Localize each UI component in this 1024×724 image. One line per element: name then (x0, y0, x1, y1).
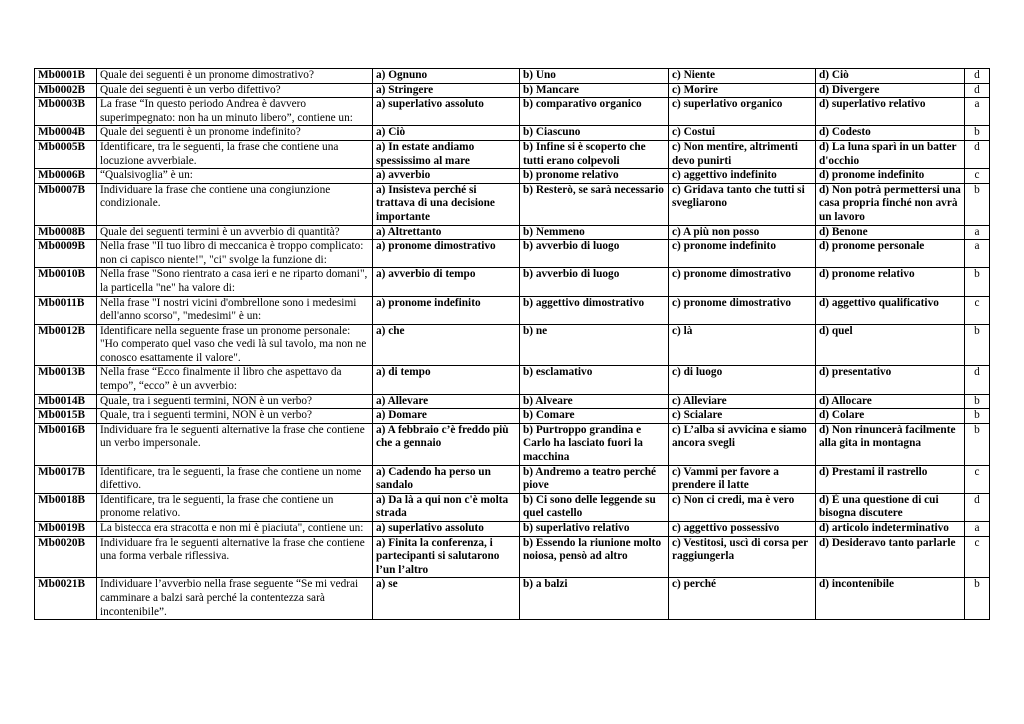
answer-c: c) Morire (669, 83, 816, 98)
question-code: Mb0009B (35, 240, 97, 268)
correct-answer-key: d (965, 140, 990, 168)
answer-b: b) Infine si è scoperto che tutti erano colpevoli (520, 140, 669, 168)
answer-a: a) se (373, 578, 520, 620)
answer-b: b) avverbio di luogo (520, 240, 669, 268)
answer-b: b) Mancare (520, 83, 669, 98)
table-row (35, 98, 990, 126)
answer-d: d) Colare (816, 409, 965, 424)
answer-d: d) Codesto (816, 126, 965, 141)
answer-d: d) Non potrà permettersi una casa propria finché non avrà un lavoro (816, 183, 965, 225)
answer-a: a) Insisteva perché si trattava di una decisione importante (373, 183, 520, 225)
answer-d: d) Non rinuncerà facilmente alla gita in montagna (816, 423, 965, 465)
question-text: La frase “In questo periodo Andrea è davvero superimpegnato: non ha un minuto libero”, contiene un: (97, 98, 373, 126)
answer-d: d) superlativo relativo (816, 98, 965, 126)
answer-b: b) Nemmeno (520, 225, 669, 240)
question-text: Quale, tra i seguenti termini, NON è un verbo? (97, 409, 373, 424)
answer-a: a) avverbio di tempo (373, 268, 520, 296)
correct-answer-key: b (965, 324, 990, 366)
answer-c: c) là (669, 324, 816, 366)
correct-answer-key: b (965, 423, 990, 465)
answer-a: a) superlativo assoluto (373, 522, 520, 537)
correct-answer-key: c (965, 296, 990, 324)
question-code: Mb0021B (35, 578, 97, 620)
answer-d: d) Ciò (816, 69, 965, 84)
answer-b: b) Ciascuno (520, 126, 669, 141)
answer-b: b) esclamativo (520, 366, 669, 394)
answer-c: c) Non mentire, altrimenti devo punirti (669, 140, 816, 168)
answer-a: a) Ognuno (373, 69, 520, 84)
answer-c: c) pronome indefinito (669, 240, 816, 268)
question-text: Quale dei seguenti è un pronome dimostrativo? (97, 69, 373, 84)
answer-d: d) È una questione di cui bisogna discutere (816, 493, 965, 521)
question-code: Mb0016B (35, 423, 97, 465)
answer-c: c) Gridava tanto che tutti si svegliarono (669, 183, 816, 225)
correct-answer-key: b (965, 183, 990, 225)
question-code: Mb0015B (35, 409, 97, 424)
answer-b: b) comparativo organico (520, 98, 669, 126)
question-code: Mb0010B (35, 268, 97, 296)
answer-c: c) L’alba si avvicina e siamo ancora svegli (669, 423, 816, 465)
answer-c: c) Alleviare (669, 394, 816, 409)
answer-d: d) pronome indefinito (816, 169, 965, 184)
correct-answer-key: b (965, 409, 990, 424)
correct-answer-key: d (965, 493, 990, 521)
quiz-table (34, 68, 990, 620)
answer-d: d) incontenibile (816, 578, 965, 620)
question-text: Nella frase "Sono rientrato a casa ieri e ne riparto domani", la particella "ne" ha valore di: (97, 268, 373, 296)
question-code: Mb0020B (35, 536, 97, 578)
answer-a: a) Finita la conferenza, i partecipanti si salutarono l’un l’altro (373, 536, 520, 578)
answer-c: c) Scialare (669, 409, 816, 424)
question-text: Nella frase "I nostri vicini d'ombrellone sono i medesimi dell'anno scorso", "medesimi" è un: (97, 296, 373, 324)
question-text: Identificare, tra le seguenti, la frase che contiene un pronome relativo. (97, 493, 373, 521)
question-text: Quale dei seguenti è un pronome indefinito? (97, 126, 373, 141)
question-text: Quale, tra i seguenti termini, NON è un verbo? (97, 394, 373, 409)
table-row (35, 409, 990, 424)
answer-c: c) superlativo organico (669, 98, 816, 126)
answer-a: a) Stringere (373, 83, 520, 98)
answer-a: a) Cadendo ha perso un sandalo (373, 465, 520, 493)
answer-a: a) Ciò (373, 126, 520, 141)
answer-b: b) avverbio di luogo (520, 268, 669, 296)
answer-a: a) avverbio (373, 169, 520, 184)
answer-d: d) Divergere (816, 83, 965, 98)
answer-b: b) Andremo a teatro perché piove (520, 465, 669, 493)
correct-answer-key: b (965, 268, 990, 296)
table-row (35, 423, 990, 465)
answer-a: a) Da là a qui non c'è molta strada (373, 493, 520, 521)
answer-d: d) pronome personale (816, 240, 965, 268)
answer-c: c) pronome dimostrativo (669, 268, 816, 296)
question-code: Mb0008B (35, 225, 97, 240)
question-text: Quale dei seguenti termini è un avverbio di quantità? (97, 225, 373, 240)
answer-b: b) Uno (520, 69, 669, 84)
correct-answer-key: b (965, 578, 990, 620)
question-code: Mb0019B (35, 522, 97, 537)
question-text: “Qualsivoglia” è un: (97, 169, 373, 184)
answer-b: b) pronome relativo (520, 169, 669, 184)
table-row (35, 465, 990, 493)
question-code: Mb0003B (35, 98, 97, 126)
answer-c: c) aggettivo indefinito (669, 169, 816, 184)
answer-d: d) Benone (816, 225, 965, 240)
table-row (35, 296, 990, 324)
answer-c: c) Niente (669, 69, 816, 84)
table-row (35, 83, 990, 98)
answer-d: d) La luna sparì in un batter d'occhio (816, 140, 965, 168)
table-row (35, 126, 990, 141)
question-code: Mb0018B (35, 493, 97, 521)
question-text: Individuare fra le seguenti alternative la frase che contiene un verbo impersonale. (97, 423, 373, 465)
answer-c: c) Costui (669, 126, 816, 141)
table-row (35, 366, 990, 394)
answer-b: b) Resterò, se sarà necessario (520, 183, 669, 225)
answer-b: b) Comare (520, 409, 669, 424)
question-text: Identificare, tra le seguenti, la frase che contiene una locuzione avverbiale. (97, 140, 373, 168)
correct-answer-key: a (965, 240, 990, 268)
answer-a: a) pronome indefinito (373, 296, 520, 324)
table-row (35, 522, 990, 537)
table-row (35, 536, 990, 578)
correct-answer-key: a (965, 225, 990, 240)
answer-b: b) aggettivo dimostrativo (520, 296, 669, 324)
question-code: Mb0001B (35, 69, 97, 84)
answer-d: d) presentativo (816, 366, 965, 394)
correct-answer-key: a (965, 522, 990, 537)
answer-c: c) Vestitosi, uscì di corsa per raggiungerla (669, 536, 816, 578)
question-text: Identificare nella seguente frase un pronome personale: "Ho comperato quel vaso che vedi là sul tavolo, ma non ne conosco esattamente il valore". (97, 324, 373, 366)
correct-answer-key: c (965, 465, 990, 493)
question-code: Mb0014B (35, 394, 97, 409)
question-code: Mb0011B (35, 296, 97, 324)
question-code: Mb0017B (35, 465, 97, 493)
answer-c: c) pronome dimostrativo (669, 296, 816, 324)
table-row (35, 140, 990, 168)
answer-c: c) perché (669, 578, 816, 620)
answer-c: c) di luogo (669, 366, 816, 394)
question-code: Mb0004B (35, 126, 97, 141)
correct-answer-key: a (965, 98, 990, 126)
correct-answer-key: c (965, 536, 990, 578)
question-code: Mb0007B (35, 183, 97, 225)
answer-c: c) A più non posso (669, 225, 816, 240)
table-row (35, 268, 990, 296)
question-text: Individuare la frase che contiene una congiunzione condizionale. (97, 183, 373, 225)
answer-d: d) quel (816, 324, 965, 366)
answer-a: a) di tempo (373, 366, 520, 394)
question-text: Nella frase “Ecco finalmente il libro che aspettavo da tempo”, “ecco” è un avverbio: (97, 366, 373, 394)
correct-answer-key: d (965, 83, 990, 98)
question-code: Mb0012B (35, 324, 97, 366)
answer-a: a) In estate andiamo spessissimo al mare (373, 140, 520, 168)
answer-a: a) Domare (373, 409, 520, 424)
table-row (35, 324, 990, 366)
answer-a: a) pronome dimostrativo (373, 240, 520, 268)
answer-b: b) Alveare (520, 394, 669, 409)
answer-d: d) Prestami il rastrello (816, 465, 965, 493)
answer-c: c) Non ci credi, ma è vero (669, 493, 816, 521)
question-text: Identificare, tra le seguenti, la frase che contiene un nome difettivo. (97, 465, 373, 493)
table-row (35, 69, 990, 84)
answer-b: b) Essendo la riunione molto noiosa, pensò ad altro (520, 536, 669, 578)
table-row (35, 183, 990, 225)
table-row (35, 394, 990, 409)
table-row (35, 240, 990, 268)
correct-answer-key: d (965, 366, 990, 394)
answer-a: a) Allevare (373, 394, 520, 409)
correct-answer-key: d (965, 69, 990, 84)
question-code: Mb0006B (35, 169, 97, 184)
question-text: Nella frase "Il tuo libro di meccanica è troppo complicato: non ci capisco niente!", "ci" svolge la funzione di: (97, 240, 373, 268)
answer-b: b) Purtroppo grandina e Carlo ha lasciato fuori la macchina (520, 423, 669, 465)
table-row (35, 225, 990, 240)
table-row (35, 493, 990, 521)
answer-a: a) che (373, 324, 520, 366)
question-text: Individuare fra le seguenti alternative la frase che contiene una forma verbale riflessiva. (97, 536, 373, 578)
answer-d: d) Allocare (816, 394, 965, 409)
table-row (35, 578, 990, 620)
answer-a: a) superlativo assoluto (373, 98, 520, 126)
answer-c: c) aggettivo possessivo (669, 522, 816, 537)
answer-b: b) ne (520, 324, 669, 366)
question-text: Individuare l’avverbio nella frase seguente “Se mi vedrai camminare a balzi sarà perché la contentezza sarà incontenibile”. (97, 578, 373, 620)
answer-d: d) aggettivo qualificativo (816, 296, 965, 324)
answer-a: a) Altrettanto (373, 225, 520, 240)
question-text: La bistecca era stracotta e non mi è piaciuta", contiene un: (97, 522, 373, 537)
answer-d: d) Desideravo tanto parlarle (816, 536, 965, 578)
correct-answer-key: c (965, 169, 990, 184)
question-code: Mb0005B (35, 140, 97, 168)
answer-d: d) pronome relativo (816, 268, 965, 296)
question-text: Quale dei seguenti è un verbo difettivo? (97, 83, 373, 98)
question-code: Mb0002B (35, 83, 97, 98)
correct-answer-key: b (965, 126, 990, 141)
table-row (35, 169, 990, 184)
answer-b: b) a balzi (520, 578, 669, 620)
answer-d: d) articolo indeterminativo (816, 522, 965, 537)
answer-a: a) A febbraio c’è freddo più che a gennaio (373, 423, 520, 465)
answer-c: c) Vammi per favore a prendere il latte (669, 465, 816, 493)
question-code: Mb0013B (35, 366, 97, 394)
quiz-table-body (35, 69, 990, 620)
correct-answer-key: b (965, 394, 990, 409)
answer-b: b) Ci sono delle leggende su quel castello (520, 493, 669, 521)
answer-b: b) superlativo relativo (520, 522, 669, 537)
